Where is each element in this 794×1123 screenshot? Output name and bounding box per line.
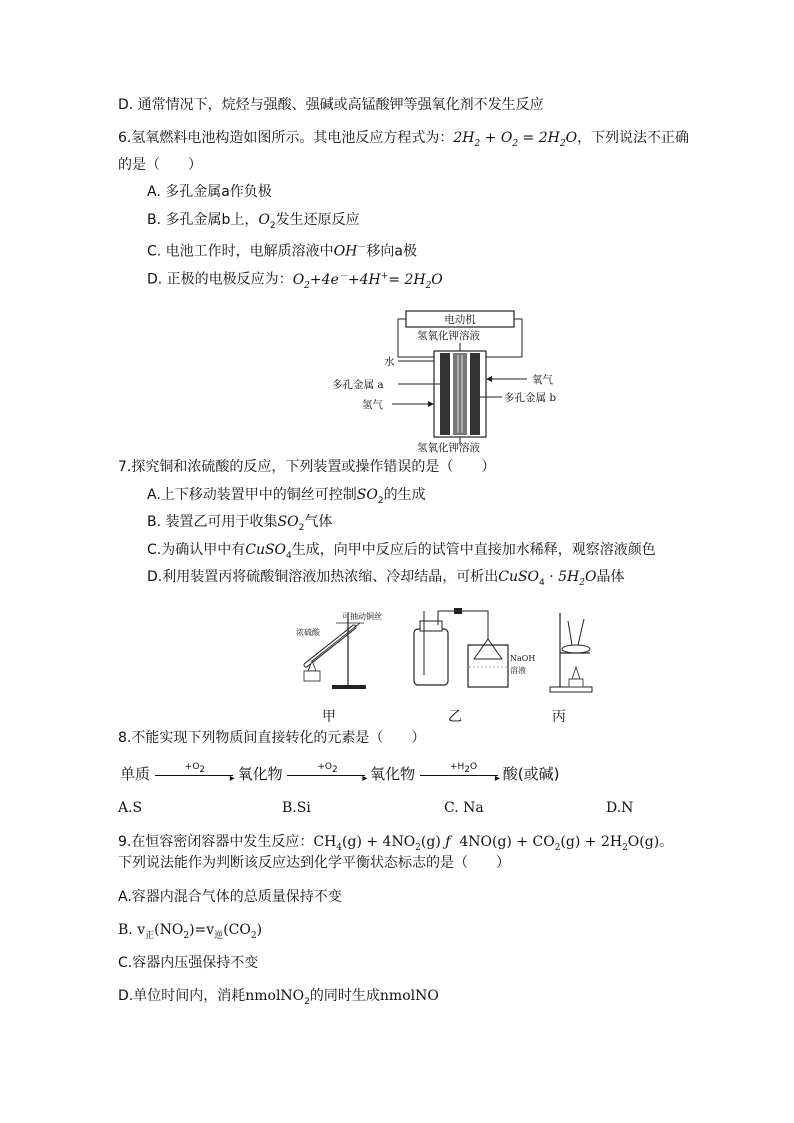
koh-bottom-label: 氢氧化钾溶液 — [417, 442, 480, 454]
q6-stem-a: 6.氢氧燃料电池构造如图所示。其电池反应方程式为： — [118, 130, 454, 146]
apparatus-yi — [414, 608, 535, 687]
q6-option-b: B. 多孔金属b上，$O_2$发生还原反应 — [147, 212, 360, 231]
q6-option-c: C. 电池工作时，电解质溶液中OH－移向a极 — [147, 243, 417, 260]
q9-option-d: D.单位时间内，消耗nmolNO$_2$的同时生成nmolNO — [118, 988, 439, 1007]
q8-option-d: D.N — [606, 800, 634, 816]
glass-rod — [568, 621, 572, 645]
oxygen-label: 氧气 — [532, 374, 553, 386]
q8-option-b: B.Si — [282, 800, 311, 816]
q6-option-d: D. 正极的电极反应为：$O_2+4e^-+4H^+= 2H_2O$ — [147, 271, 443, 291]
chain-arrow-2: $+O_2$ ▸ — [287, 773, 365, 776]
q9-equation: $CH_4(g) + 4NO_2(g)$ ƒ $4NO(g) + CO_2(g) + 2H_2O(g)$ — [313, 834, 660, 853]
q5-option-d: D. 通常情况下，烷烃与强酸、强碱或高锰酸钾等强氧化剂不发生反应 — [118, 97, 544, 113]
q7-option-c: C.为确认甲中有CuSO$_4$生成，向甲中反应后的试管中直接加水稀释，观察溶液颜色 — [147, 542, 656, 561]
q8-stem: 8.不能实现下列物质间直接转化的元素是（ ） — [118, 730, 426, 746]
q8-option-c: C. Na — [444, 800, 484, 816]
q8-option-a: A.S — [118, 800, 143, 816]
label-bing: 丙 — [552, 709, 566, 725]
gas-bottle — [414, 629, 448, 685]
apparatus-figure — [292, 605, 612, 695]
apparatus-bing — [550, 613, 592, 692]
chain-arrow-1: $+O_2$ ▸ — [155, 773, 233, 776]
oxygen-arrowhead — [486, 376, 492, 382]
funnel — [474, 639, 502, 659]
q6-stem-c: 的是（ ） — [118, 157, 202, 173]
fuel-cell-diagram — [322, 305, 594, 455]
q7-option-a: A.上下移动装置甲中的铜丝可控制$SO_2$的生成 — [147, 487, 426, 506]
naoh-label-2: 溶液 — [510, 666, 526, 675]
stand-base — [332, 685, 366, 689]
electrode-a-label: 多孔金属 a — [332, 379, 384, 391]
chain-arrow-3: $+H_2O$ ▸ — [420, 773, 498, 776]
label-yi: 乙 — [448, 709, 462, 725]
q6-option-a: A. 多孔金属a作负极 — [147, 184, 272, 200]
copper-wire-label: 可抽动铜丝 — [342, 612, 382, 621]
burner — [572, 667, 580, 679]
q9-option-b: B. $v_正(NO_2)=v_逆(CO_2)$ — [118, 922, 263, 941]
q9-option-c: C.容器内压强保持不变 — [118, 955, 259, 971]
motor-label: 电动机 — [444, 314, 476, 326]
koh-top-label: 氢氧化钾溶液 — [417, 330, 480, 342]
hydrogen-label: 氢气 — [362, 399, 383, 411]
conc-acid-label: 浓硫酸 — [296, 628, 320, 637]
q9-option-a: A.容器内混合气体的总质量保持不变 — [118, 889, 342, 905]
label-jia: 甲 — [322, 709, 336, 725]
q6-stem — [118, 128, 689, 154]
q9-stem: 9.在恒容密闭容器中发生反应：$CH_4(g) + 4NO_2(g)$ ƒ $4NO(g) + CO_2(g) + 2H_2O(g)$。 — [118, 834, 674, 853]
q6-stem-b: ，下列说法不正确 — [577, 130, 690, 146]
q8-chain: 单质 $+O_2$ ▸ 氧化物 $+O_2$ ▸ 氧化物 $+H_2O$ ▸ 酸(或碱) — [120, 762, 560, 784]
q7-option-b: B. 装置乙可用于收集$SO_2$气体 — [147, 514, 333, 533]
electrolyte — [453, 353, 467, 435]
q9-stem-2: 下列说法能作为判断该反应达到化学平衡状态标志的是（ ） — [118, 855, 510, 871]
evaporating-dish — [562, 645, 590, 653]
electrode-b — [470, 353, 480, 435]
q7-option-d: D.利用装置丙将硫酸铜溶液加热浓缩、冷却结晶，可析出CuSO$_4$ · $5H_2O$晶体 — [147, 569, 625, 588]
q7-stem: 7.探究铜和浓硫酸的反应，下列装置或操作错误的是（ ） — [118, 459, 496, 475]
water-label: 水 — [384, 356, 395, 368]
naoh-label-1: NaOH — [510, 654, 536, 663]
hydrogen-arrowhead — [428, 401, 434, 407]
apparatus-jia — [296, 611, 382, 689]
electrode-a — [440, 353, 450, 435]
q6-equation: $2H_2 + O_2 = 2H_2O$ — [453, 130, 578, 149]
electrode-b-label: 多孔金属 b — [504, 392, 557, 404]
